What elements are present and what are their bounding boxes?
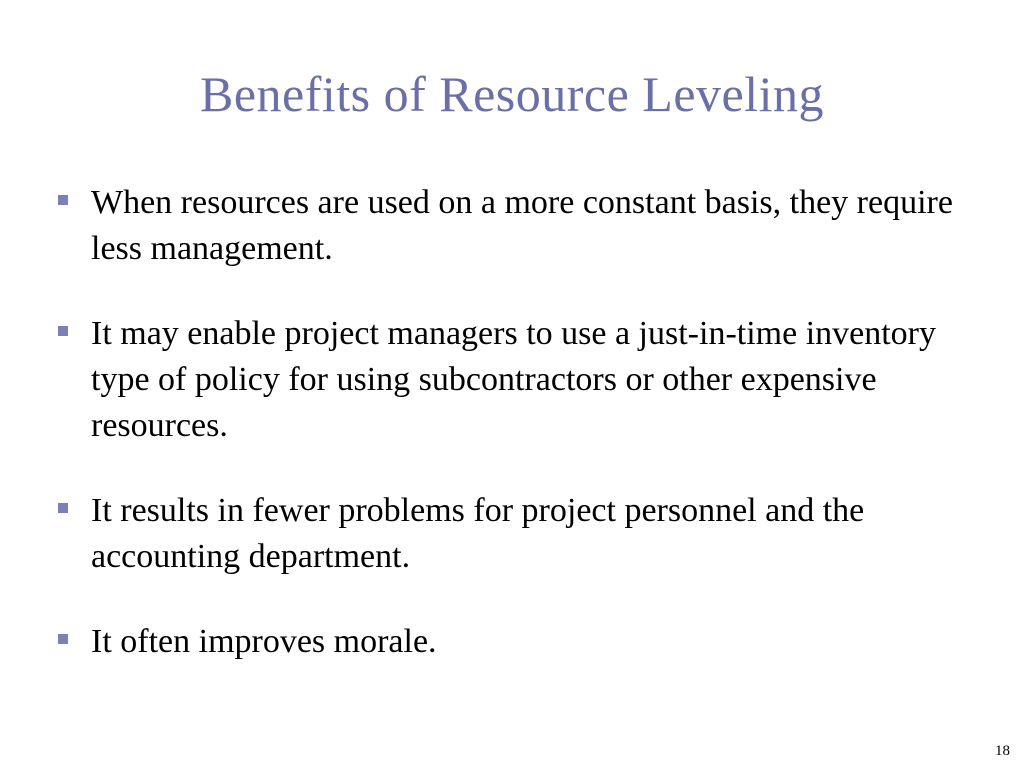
bullet-text: It may enable project managers to use a just-in-time inventory type of policy for using subcontractors or other expensive resources.	[91, 315, 937, 444]
bullet-item	[55, 619, 985, 665]
bullet-text: When resources are used on a more constant basis, they require less management.	[91, 184, 953, 267]
bullet-list	[55, 180, 985, 704]
bullet-item	[55, 311, 985, 449]
bullet-text: It results in fewer problems for project personnel and the accounting department.	[91, 492, 865, 575]
slide-title: Benefits of Resource Leveling	[199, 66, 825, 122]
square-bullet-icon	[55, 311, 91, 357]
bullet-item	[55, 488, 985, 580]
square-bullet-icon	[55, 180, 91, 226]
bullet-item	[55, 180, 985, 272]
bullet-text: It often improves morale.	[91, 623, 437, 660]
square-bullet-icon	[55, 488, 91, 534]
square-bullet-icon	[55, 619, 91, 665]
page-number: 18	[995, 743, 1010, 759]
